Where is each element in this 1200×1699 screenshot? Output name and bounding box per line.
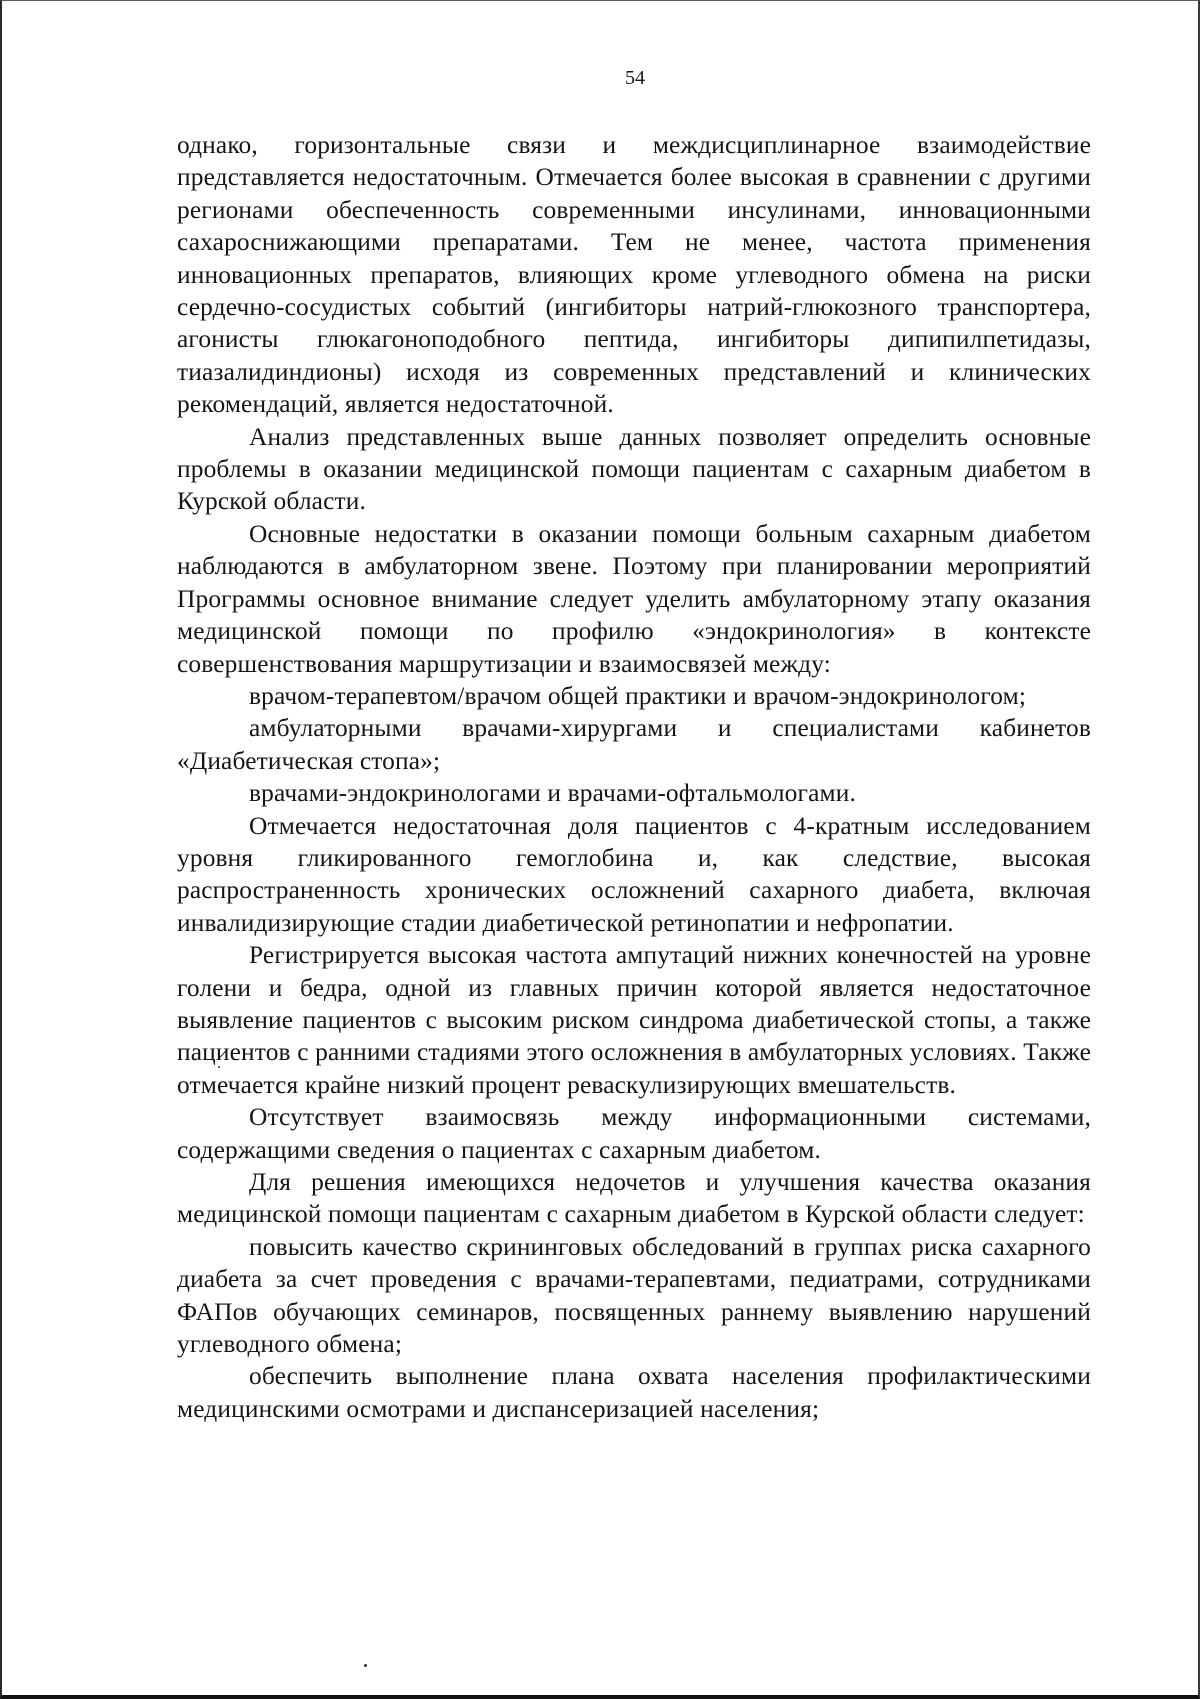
page-number: 54 xyxy=(625,67,645,89)
paragraph: Отсутствует взаимосвязь между информационными системами, содержащими сведения о пациентах с сахарным диабетом. xyxy=(177,1103,1091,1164)
scan-speck xyxy=(364,1664,367,1667)
list-item: врачом-терапевтом/врачом общей практики и врачом-эндокринологом; xyxy=(249,681,1027,710)
paragraph: Основные недостатки в оказании помощи больным сахарным диабетом наблюдаются в амбулаторном звене. Поэтому при планировании мероприятий Программы основное внимание следует уделить амбулаторному этапу оказания медицинской помощи по профилю «эндокринология» в контексте совершенствования маршрутизации и взаимосвязей между: xyxy=(177,519,1091,678)
document-body xyxy=(177,129,1091,1425)
list-item: обеспечить выполнение плана охвата населения профилактическими медицинскими осмотрами и диспансеризацией населения; xyxy=(177,1362,1091,1423)
list-item: амбулаторными врачами-хирургами и специалистами кабинетов «Диабетическая стопа»; xyxy=(177,714,1091,775)
scan-speck xyxy=(218,1066,220,1068)
list-item: врачами-эндокринологами и врачами-офтальмологами. xyxy=(249,779,856,808)
list-item: повысить качество скрининговых обследований в группах риска сахарного диабета за счет проведения с врачами-терапевтами, педиатрами, сотрудниками ФАПов обучающих семинаров, посвященных раннему выявлению нарушений углеводного обмена; xyxy=(177,1232,1091,1359)
paragraph: Анализ представленных выше данных позволяет определить основные проблемы в оказании медицинской помощи пациентам с сахарным диабетом в Курской области. xyxy=(177,422,1091,516)
paragraph: однако, горизонтальные связи и междисциплинарное взаимодействие представляется недостаточным. Отмечается более высокая в сравнении с другими регионами обеспеченность современными инсулинами, инновационными сахароснижающими препаратами. Тем не менее, частота применения инновационных препаратов, влияющих кроме углеводного обмена на риски сердечно-сосудистых событий (ингибиторы натрий-глюкозного транспортера, агонисты глюкагоноподобного пептида, ингибиторы дипипилпетидазы, тиазалидиндионы) исходя из современных представлений и клинических рекомендаций, является недостаточной. xyxy=(177,131,1091,419)
paragraph: Регистрируется высокая частота ампутаций нижних конечностей на уровне голени и бедра, одной из главных причин которой является недостаточное выявление пациентов с высоким риском синдрома диабетической стопы, а также пациентов с ранними стадиями этого осложнения в амбулаторных условиях. Также отмечается крайне низкий процент реваскулизирующих вмешательств. xyxy=(177,941,1091,1099)
paragraph: Отмечается недостаточная доля пациентов с 4-кратным исследованием уровня гликированного гемоглобина и, как следствие, высокая распространенность хронических осложнений сахарного диабета, включая инвалидизирующие стадии диабетической ретинопатии и нефропатии. xyxy=(177,811,1091,937)
paragraph: Для решения имеющихся недочетов и улучшения качества оказания медицинской помощи пациентам с сахарным диабетом в Курской области следует: xyxy=(177,1168,1091,1229)
